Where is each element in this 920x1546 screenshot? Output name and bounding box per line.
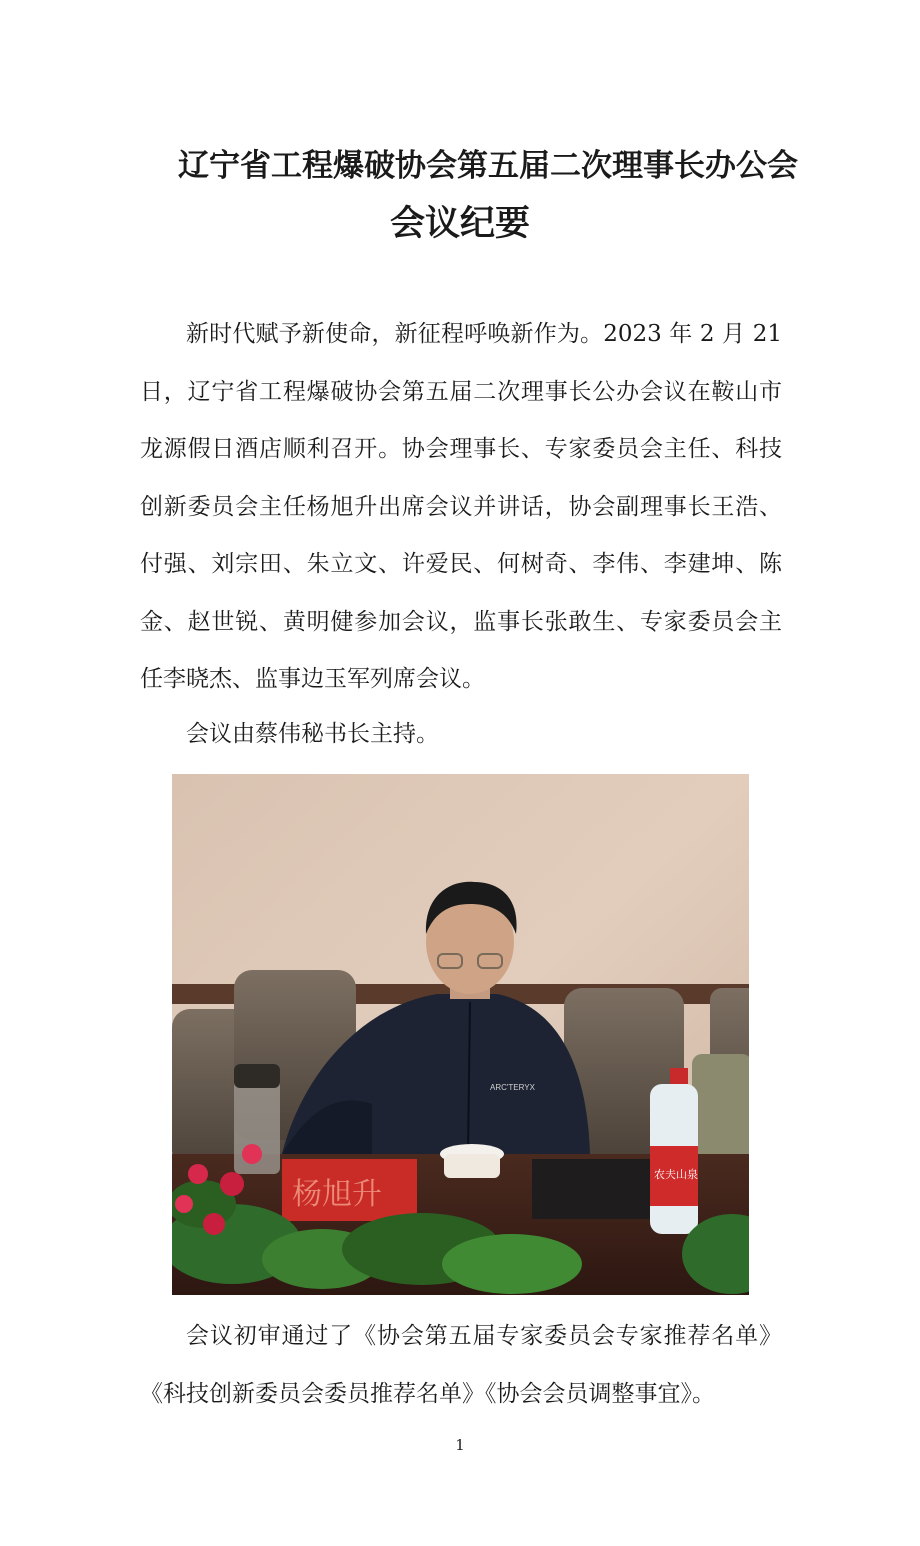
tea-cup: [444, 1154, 500, 1178]
document-title-line1: 辽宁省工程爆破协会第五届二次理事长办公会: [178, 148, 798, 184]
document-title-line2: 会议纪要: [389, 203, 530, 244]
name-card-text: 杨旭升: [292, 1177, 382, 1212]
meeting-photo: [172, 774, 749, 1295]
paragraph-host: 会议由蔡伟秘书长主持。: [186, 721, 439, 747]
water-glass-lid: [234, 1064, 280, 1088]
paragraph-meeting-intro: 新时代赋予新使命，新征程呼唤新作为。2023 年 2 月 21 日，辽宁省工程爆破协会第五届二次理事长公办会议在鞍山市龙源假日酒店顺利召开。协会理事长、专家委员会主任、科技创新委员会主任杨旭升出席会议并讲话，协会副理事长王浩、付强、刘宗田、朱立文、许爱民、何树奇、李伟、李建坤、陈金、赵世锐、黄明健参加会议，监事长张敢生、专家委员会主任李晓杰、监事边玉军列席会议。: [140, 321, 782, 692]
paragraph-review-result: 会议初审通过了《协会第五届专家委员会专家推荐名单》《科技创新委员会委员推荐名单》《协会会员调整事宜》。: [140, 1323, 782, 1407]
page-number: 1: [455, 1436, 465, 1454]
tissue-box: [532, 1159, 652, 1219]
jacket-logo: ARC'TERYX: [490, 1083, 535, 1092]
water-bottle-label-text: 农夫山泉: [654, 1168, 698, 1181]
water-bottle-cap: [670, 1068, 688, 1084]
